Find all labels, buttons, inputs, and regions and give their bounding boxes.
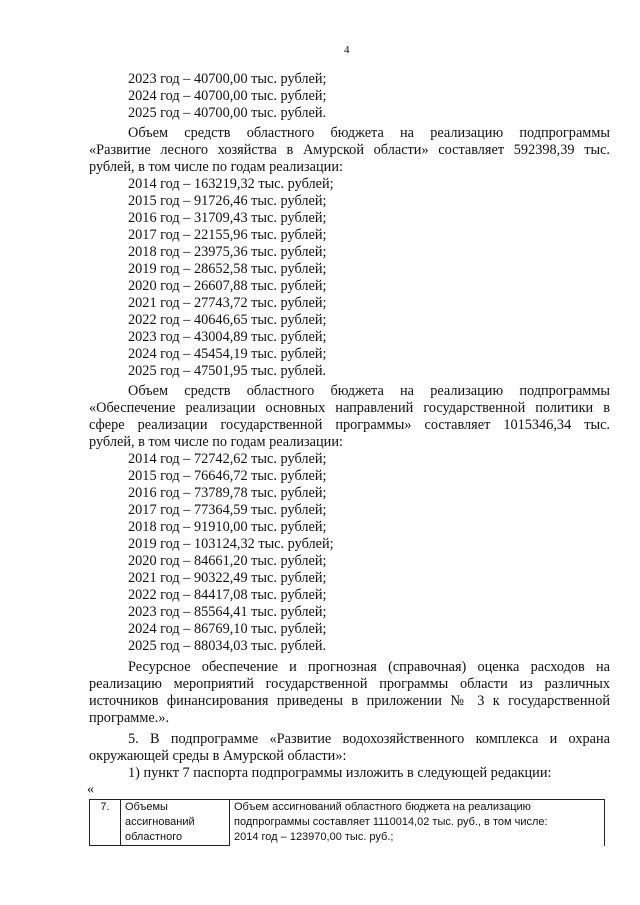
text-line: 2021 год – 90322,49 тыс. рублей; xyxy=(128,570,327,586)
paragraph-line: источников финансирования приведены в приложении № 3 к государственной xyxy=(89,693,610,709)
row-number-cell: 7. xyxy=(90,800,121,846)
text-line: 2025 год – 47501,95 тыс. рублей. xyxy=(128,363,327,379)
cell-text-line: 2014 год – 123970,00 тыс. руб.; xyxy=(234,831,394,843)
table-row xyxy=(90,800,605,846)
text-line: 2023 год – 40700,00 тыс. рублей; xyxy=(128,71,327,87)
text-line: 2017 год – 77364,59 тыс. рублей; xyxy=(128,502,327,518)
paragraph-line: окружающей среды в Амурской области»: xyxy=(89,748,347,764)
paragraph-line: 5. В подпрограмме «Развитие водохозяйственного комплекса и охрана xyxy=(128,731,610,747)
paragraph-line: рублей, в том числе по годам реализации: xyxy=(89,434,343,450)
text-line: 2025 год – 40700,00 тыс. рублей. xyxy=(128,105,327,121)
paragraph-line: программе.». xyxy=(89,710,170,726)
text-line: 2018 год – 23975,36 тыс. рублей; xyxy=(128,244,327,260)
cell-text-line: Объем ассигнований областного бюджета на реализацию xyxy=(234,801,531,813)
paragraph-line: Объем средств областного бюджета на реализацию подпрограммы xyxy=(128,383,610,399)
text-line: 2014 год – 163219,32 тыс. рублей; xyxy=(128,176,334,192)
cell-text-line: ассигнований xyxy=(125,816,195,828)
text-line: 2020 год – 26607,88 тыс. рублей; xyxy=(128,278,327,294)
cell-text-line: Объемы xyxy=(125,801,168,813)
text-line: 2015 год – 91726,46 тыс. рублей; xyxy=(128,193,327,209)
row-name-cell xyxy=(121,800,230,846)
text-line: 2022 год – 40646,65 тыс. рублей; xyxy=(128,312,327,328)
text-line: 2015 год – 76646,72 тыс. рублей; xyxy=(128,468,327,484)
text-line: 2018 год – 91910,00 тыс. рублей; xyxy=(128,519,327,535)
text-line: 2024 год – 40700,00 тыс. рублей; xyxy=(128,88,327,104)
paragraph-line: рублей, в том числе по годам реализации: xyxy=(89,159,343,175)
text-line: 2021 год – 27743,72 тыс. рублей; xyxy=(128,295,327,311)
cell-text-line: областного xyxy=(125,831,183,843)
page-number: 4 xyxy=(344,44,350,56)
text-line: 2024 год – 45454,19 тыс. рублей; xyxy=(128,346,327,362)
cell-text-line: подпрограммы составляет 1110014,02 тыс. руб., в том числе: xyxy=(234,816,548,828)
paragraph-line: Объем средств областного бюджета на реализацию подпрограммы xyxy=(128,125,610,141)
text-line: 2022 год – 84417,08 тыс. рублей; xyxy=(128,587,327,603)
text-line: 2020 год – 84661,20 тыс. рублей; xyxy=(128,553,327,569)
text-line: 2019 год – 103124,32 тыс. рублей; xyxy=(128,536,334,552)
paragraph-line: реализацию мероприятий государственной программы области из различных xyxy=(89,676,610,692)
passport-table xyxy=(89,799,605,846)
text-line: 2024 год – 86769,10 тыс. рублей; xyxy=(128,621,327,637)
text-line: 2025 год – 88034,03 тыс. рублей. xyxy=(128,638,327,654)
text-line: 2017 год – 22155,96 тыс. рублей; xyxy=(128,227,327,243)
paragraph-line: сфере реализации государственной программы» составляет 1015346,34 тыс. xyxy=(89,417,610,433)
paragraph-line: «Обеспечение реализации основных направлений государственной политики в xyxy=(89,400,610,416)
text-line: 2019 год – 28652,58 тыс. рублей; xyxy=(128,261,327,277)
text-line: 2023 год – 43004,89 тыс. рублей; xyxy=(128,329,327,345)
text-line: 2016 год – 73789,78 тыс. рублей; xyxy=(128,485,327,501)
text-line: 2014 год – 72742,62 тыс. рублей; xyxy=(128,451,327,467)
paragraph-line: Ресурсное обеспечение и прогнозная (справочная) оценка расходов на xyxy=(128,659,610,675)
paragraph-line: 1) пункт 7 паспорта подпрограммы изложить в следующей редакции: xyxy=(128,765,552,781)
opening-quote: « xyxy=(87,782,94,797)
paragraph-line: «Развитие лесного хозяйства в Амурской области» составляет 592398,39 тыс. xyxy=(89,142,610,158)
text-line: 2023 год – 85564,41 тыс. рублей; xyxy=(128,604,327,620)
row-content-cell xyxy=(230,800,605,846)
text-line: 2016 год – 31709,43 тыс. рублей; xyxy=(128,210,327,226)
